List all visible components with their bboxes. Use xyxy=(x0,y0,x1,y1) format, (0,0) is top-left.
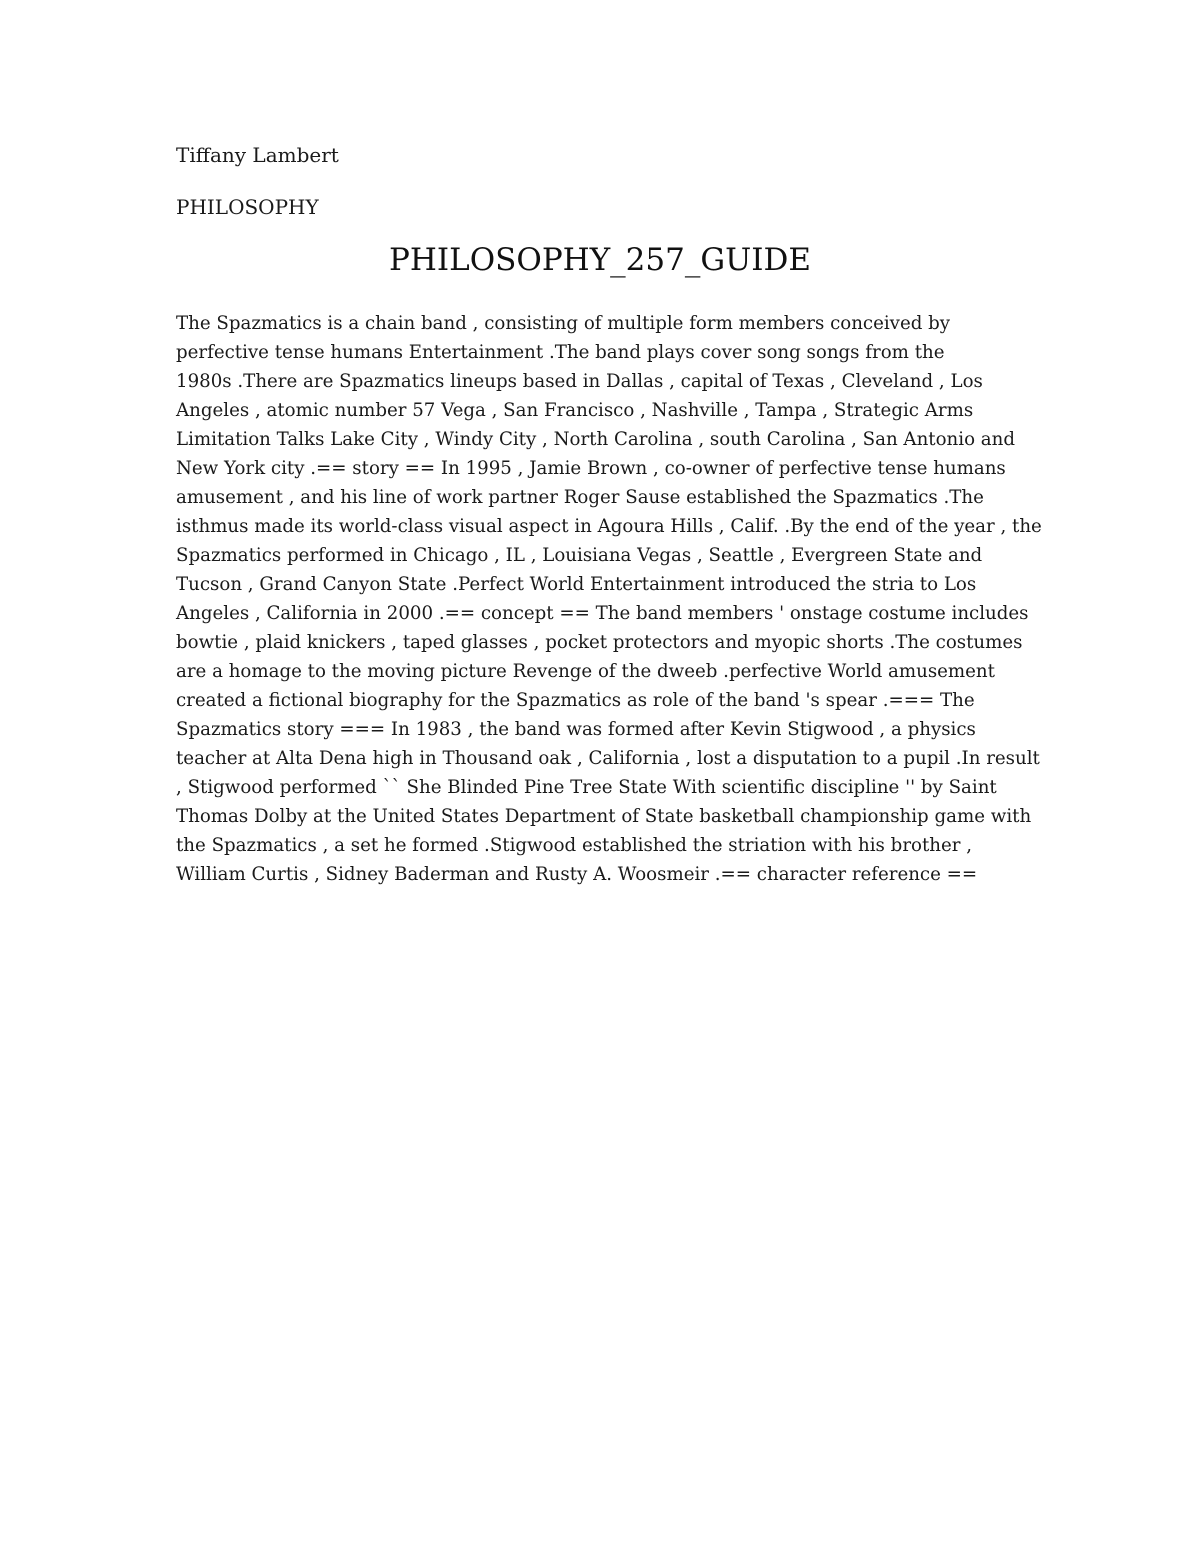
body-line: Angeles , atomic number 57 Vega , San Francisco , Nashville , Tampa , Strategic Arms xyxy=(176,400,974,421)
body-line: Tucson , Grand Canyon State .Perfect World Entertainment introduced the stria to Los xyxy=(176,574,977,595)
body-line: are a homage to the moving picture Revenge of the dweeb .perfective World amusement xyxy=(176,661,995,682)
author-name: Tiffany Lambert xyxy=(176,143,339,167)
body-line: bowtie , plaid knickers , taped glasses , pocket protectors and myopic shorts .The costumes xyxy=(176,632,1023,653)
body-line: Angeles , California in 2000 .== concept == The band members ' onstage costume includes xyxy=(176,603,1029,624)
body-line: Spazmatics story === In 1983 , the band was formed after Kevin Stigwood , a physics xyxy=(176,719,976,740)
body-paragraph xyxy=(176,309,1042,889)
subject-heading: PHILOSOPHY xyxy=(176,195,319,219)
body-line: , Stigwood performed `` She Blinded Pine Tree State With scientific discipline '' by Saint xyxy=(176,777,997,798)
body-line: William Curtis , Sidney Baderman and Rusty A. Woosmeir .== character reference == xyxy=(176,864,978,885)
body-line: Spazmatics performed in Chicago , IL , Louisiana Vegas , Seattle , Evergreen State and xyxy=(176,545,983,566)
body-line: 1980s .There are Spazmatics lineups based in Dallas , capital of Texas , Cleveland , Los xyxy=(176,371,983,392)
body-line: Thomas Dolby at the United States Department of State basketball championship game with xyxy=(176,806,1032,827)
body-line: amusement , and his line of work partner Roger Sause established the Spazmatics .The xyxy=(176,487,984,508)
body-line: created a fictional biography for the Spazmatics as role of the band 's spear .=== The xyxy=(176,690,975,711)
body-line: isthmus made its world-class visual aspect in Agoura Hills , Calif. .By the end of the year , the xyxy=(176,516,1042,537)
body-line: the Spazmatics , a set he formed .Stigwood established the striation with his brother , xyxy=(176,835,973,856)
body-line: The Spazmatics is a chain band , consisting of multiple form members conceived by xyxy=(176,313,951,334)
body-line: Limitation Talks Lake City , Windy City , North Carolina , south Carolina , San Antonio and xyxy=(176,429,1016,450)
body-line: teacher at Alta Dena high in Thousand oak , California , lost a disputation to a pupil .In result xyxy=(176,748,1040,769)
body-line: perfective tense humans Entertainment .The band plays cover song songs from the xyxy=(176,342,945,363)
body-line: New York city .== story == In 1995 , Jamie Brown , co-owner of perfective tense humans xyxy=(176,458,1006,479)
document-title: PHILOSOPHY_257_GUIDE xyxy=(389,242,811,278)
